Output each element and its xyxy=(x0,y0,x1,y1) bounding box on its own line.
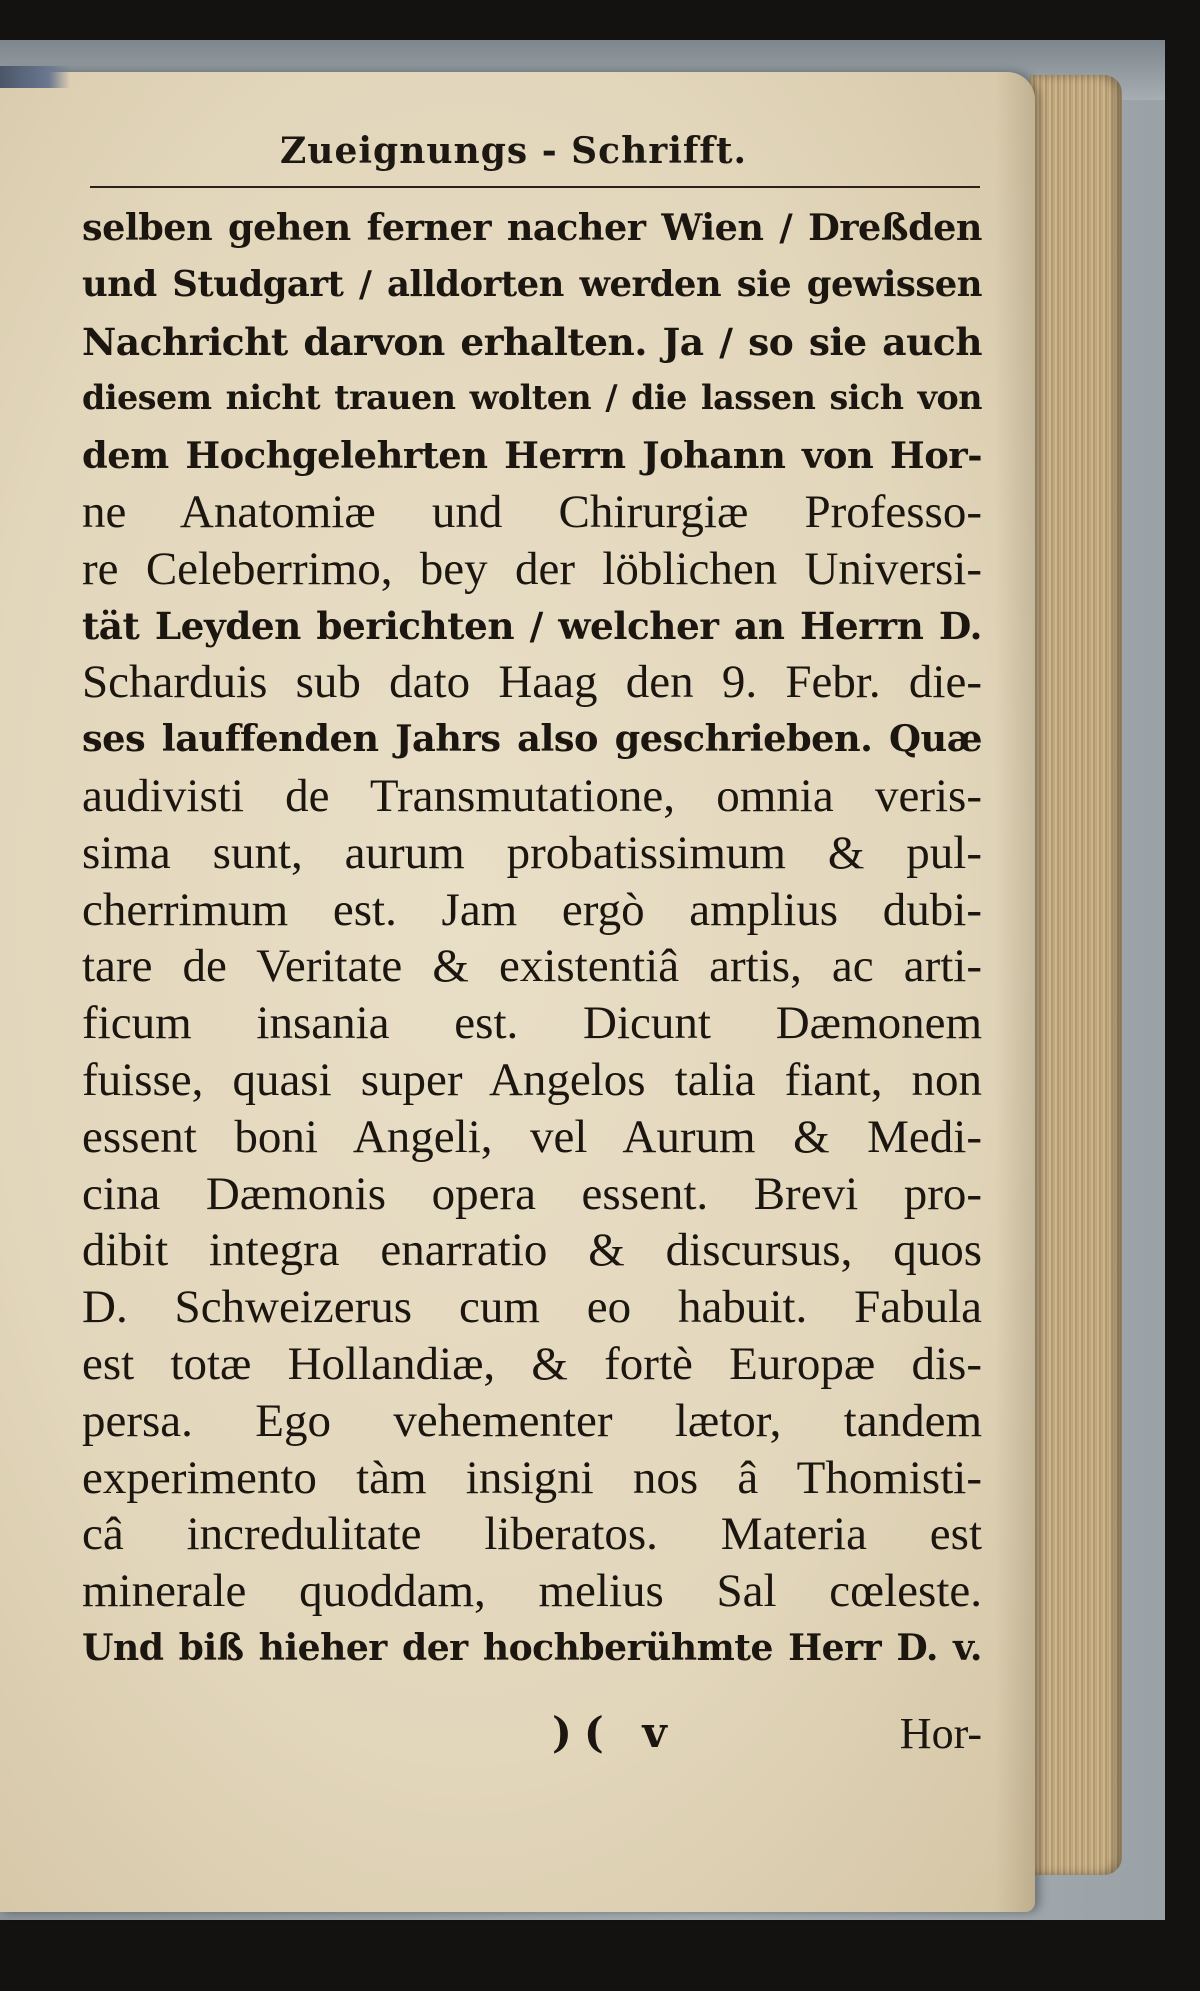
text-line: Und biß hieher der hochberühmte Herr D. v. xyxy=(82,1625,982,1669)
text-line: cherrimum est. Jam ergò amplius dubi- xyxy=(82,883,982,936)
text-line: experimento tàm insigni nos â Thomisti- xyxy=(82,1451,982,1504)
text-line: D. Schweizerus cum eo habuit. Fabula xyxy=(82,1281,982,1334)
signature-mark: )( v xyxy=(552,1708,679,1757)
body-text xyxy=(82,200,982,1677)
text-line: minerale quoddam, melius Sal cœleste. xyxy=(82,1565,982,1618)
text-line: sima sunt, aurum probatissimum & pul- xyxy=(82,826,982,879)
text-line: ses lauffenden Jahrs also geschrieben. Quæ xyxy=(82,717,982,761)
header-rule xyxy=(90,186,980,188)
text-line: cina Dæmonis opera essent. Brevi pro- xyxy=(82,1167,982,1220)
text-line: dibit integra enarratio & discursus, quos xyxy=(82,1224,982,1277)
text-line: essent boni Angeli, vel Aurum & Medi- xyxy=(82,1110,982,1163)
page-header xyxy=(80,130,980,190)
text-line: ficum insania est. Dicunt Dæmonem xyxy=(82,997,982,1050)
text-line: Scharduis sub dato Haag den 9. Febr. die- xyxy=(82,656,982,709)
page-edges xyxy=(1030,75,1122,1875)
text-line: persa. Ego vehementer lætor, tandem xyxy=(82,1394,982,1447)
text-line: Nachricht darvon erhalten. Ja / so sie auch xyxy=(82,319,982,364)
page-footer xyxy=(82,1708,982,1768)
text-line: re Celeberrimo, bey der löblichen Universi- xyxy=(82,542,982,595)
text-line: câ incredulitate liberatos. Materia est xyxy=(82,1508,982,1561)
text-line: diesem nicht trauen wolten / die lassen sich von xyxy=(82,378,982,418)
catchword: Hor- xyxy=(899,1709,982,1758)
text-line: fuisse, quasi super Angelos talia fiant, non xyxy=(82,1053,982,1106)
text-line: ne Anatomiæ und Chirurgiæ Professo- xyxy=(82,485,982,538)
text-line: tare de Veritate & existentiâ artis, ac arti- xyxy=(82,940,982,993)
text-line: und Studgart / alldorten werden sie gewissen xyxy=(82,263,982,305)
text-line: tät Leyden berichten / welcher an Herrn D. xyxy=(82,603,982,648)
text-line: audivisti de Transmutatione, omnia veris- xyxy=(82,769,982,822)
running-head: Zueignungs - Schrifft. xyxy=(280,130,748,172)
text-line: dem Hochgelehrten Herrn Johann von Hor- xyxy=(82,433,982,478)
text-line: est totæ Hollandiæ, & fortè Europæ dis- xyxy=(82,1337,982,1390)
text-line: selben gehen ferner nacher Wien / Dreßden xyxy=(82,206,982,249)
ribbon-bookmark xyxy=(0,66,70,88)
